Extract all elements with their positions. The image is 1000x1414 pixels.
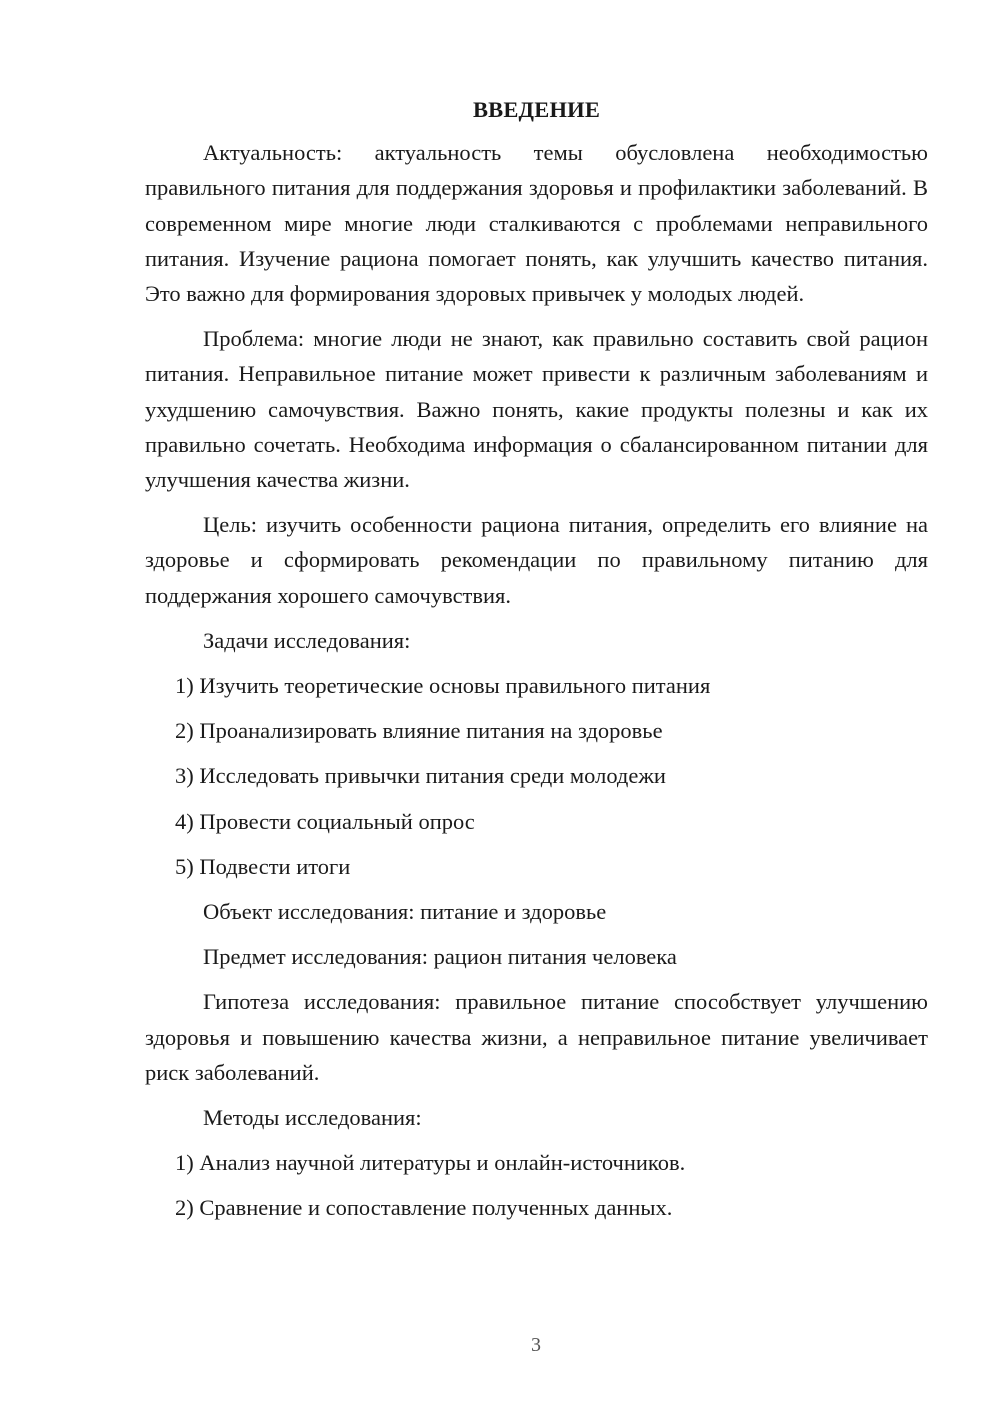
- object-paragraph: Объект исследования: питание и здоровье: [203, 899, 607, 925]
- list-item: 2) Сравнение и сопоставление полученных данных.: [175, 1195, 673, 1221]
- document-page: [145, 92, 928, 1236]
- methods-list: [145, 1145, 928, 1225]
- section-heading: ВВЕДЕНИЕ: [472, 97, 601, 122]
- subject-paragraph: Предмет исследования: рацион питания человека: [203, 944, 677, 970]
- page-number: 3: [531, 1334, 541, 1356]
- list-item: 1) Изучить теоретические основы правильного питания: [175, 673, 711, 699]
- list-item: 2) Проанализировать влияние питания на здоровье: [175, 718, 663, 744]
- hypothesis-paragraph: Гипотеза исследования: правильное питание способствует улучшению здоровья и повышению качества жизни, а неправильное питание увеличивает риск заболеваний.: [145, 989, 928, 1085]
- tasks-list: [145, 668, 928, 884]
- list-item: 1) Анализ научной литературы и онлайн-источников.: [175, 1150, 686, 1176]
- problem-paragraph: Проблема: многие люди не знают, как правильно составить свой рацион питания. Неправильное питание может привести к различным заболеваниям и ухудшению самочувствия. Важно понять, какие продукты полезны и как их правильно сочетать. Необходима информация о сбалансированном питании для улучшения качества жизни.: [145, 326, 928, 493]
- list-item: 5) Подвести итоги: [175, 853, 351, 879]
- goal-paragraph: Цель: изучить особенности рациона питания, определить его влияние на здоровье и сформировать рекомендации по правильному питанию для поддержания хорошего самочувствия.: [145, 512, 928, 608]
- methods-title: Методы исследования:: [203, 1105, 422, 1131]
- tasks-title: Задачи исследования:: [203, 627, 411, 653]
- relevance-paragraph: Актуальность: актуальность темы обусловлена необходимостью правильного питания для поддержания здоровья и профилактики заболеваний. В современном мире многие люди сталкиваются с проблемами неправильного питания. Изучение рациона помогает понять, как улучшить качество питания. Это важно для формирования здоровых привычек у молодых людей.: [145, 140, 928, 307]
- list-item: 4) Провести социальный опрос: [175, 808, 475, 834]
- list-item: 3) Исследовать привычки питания среди молодежи: [175, 763, 666, 789]
